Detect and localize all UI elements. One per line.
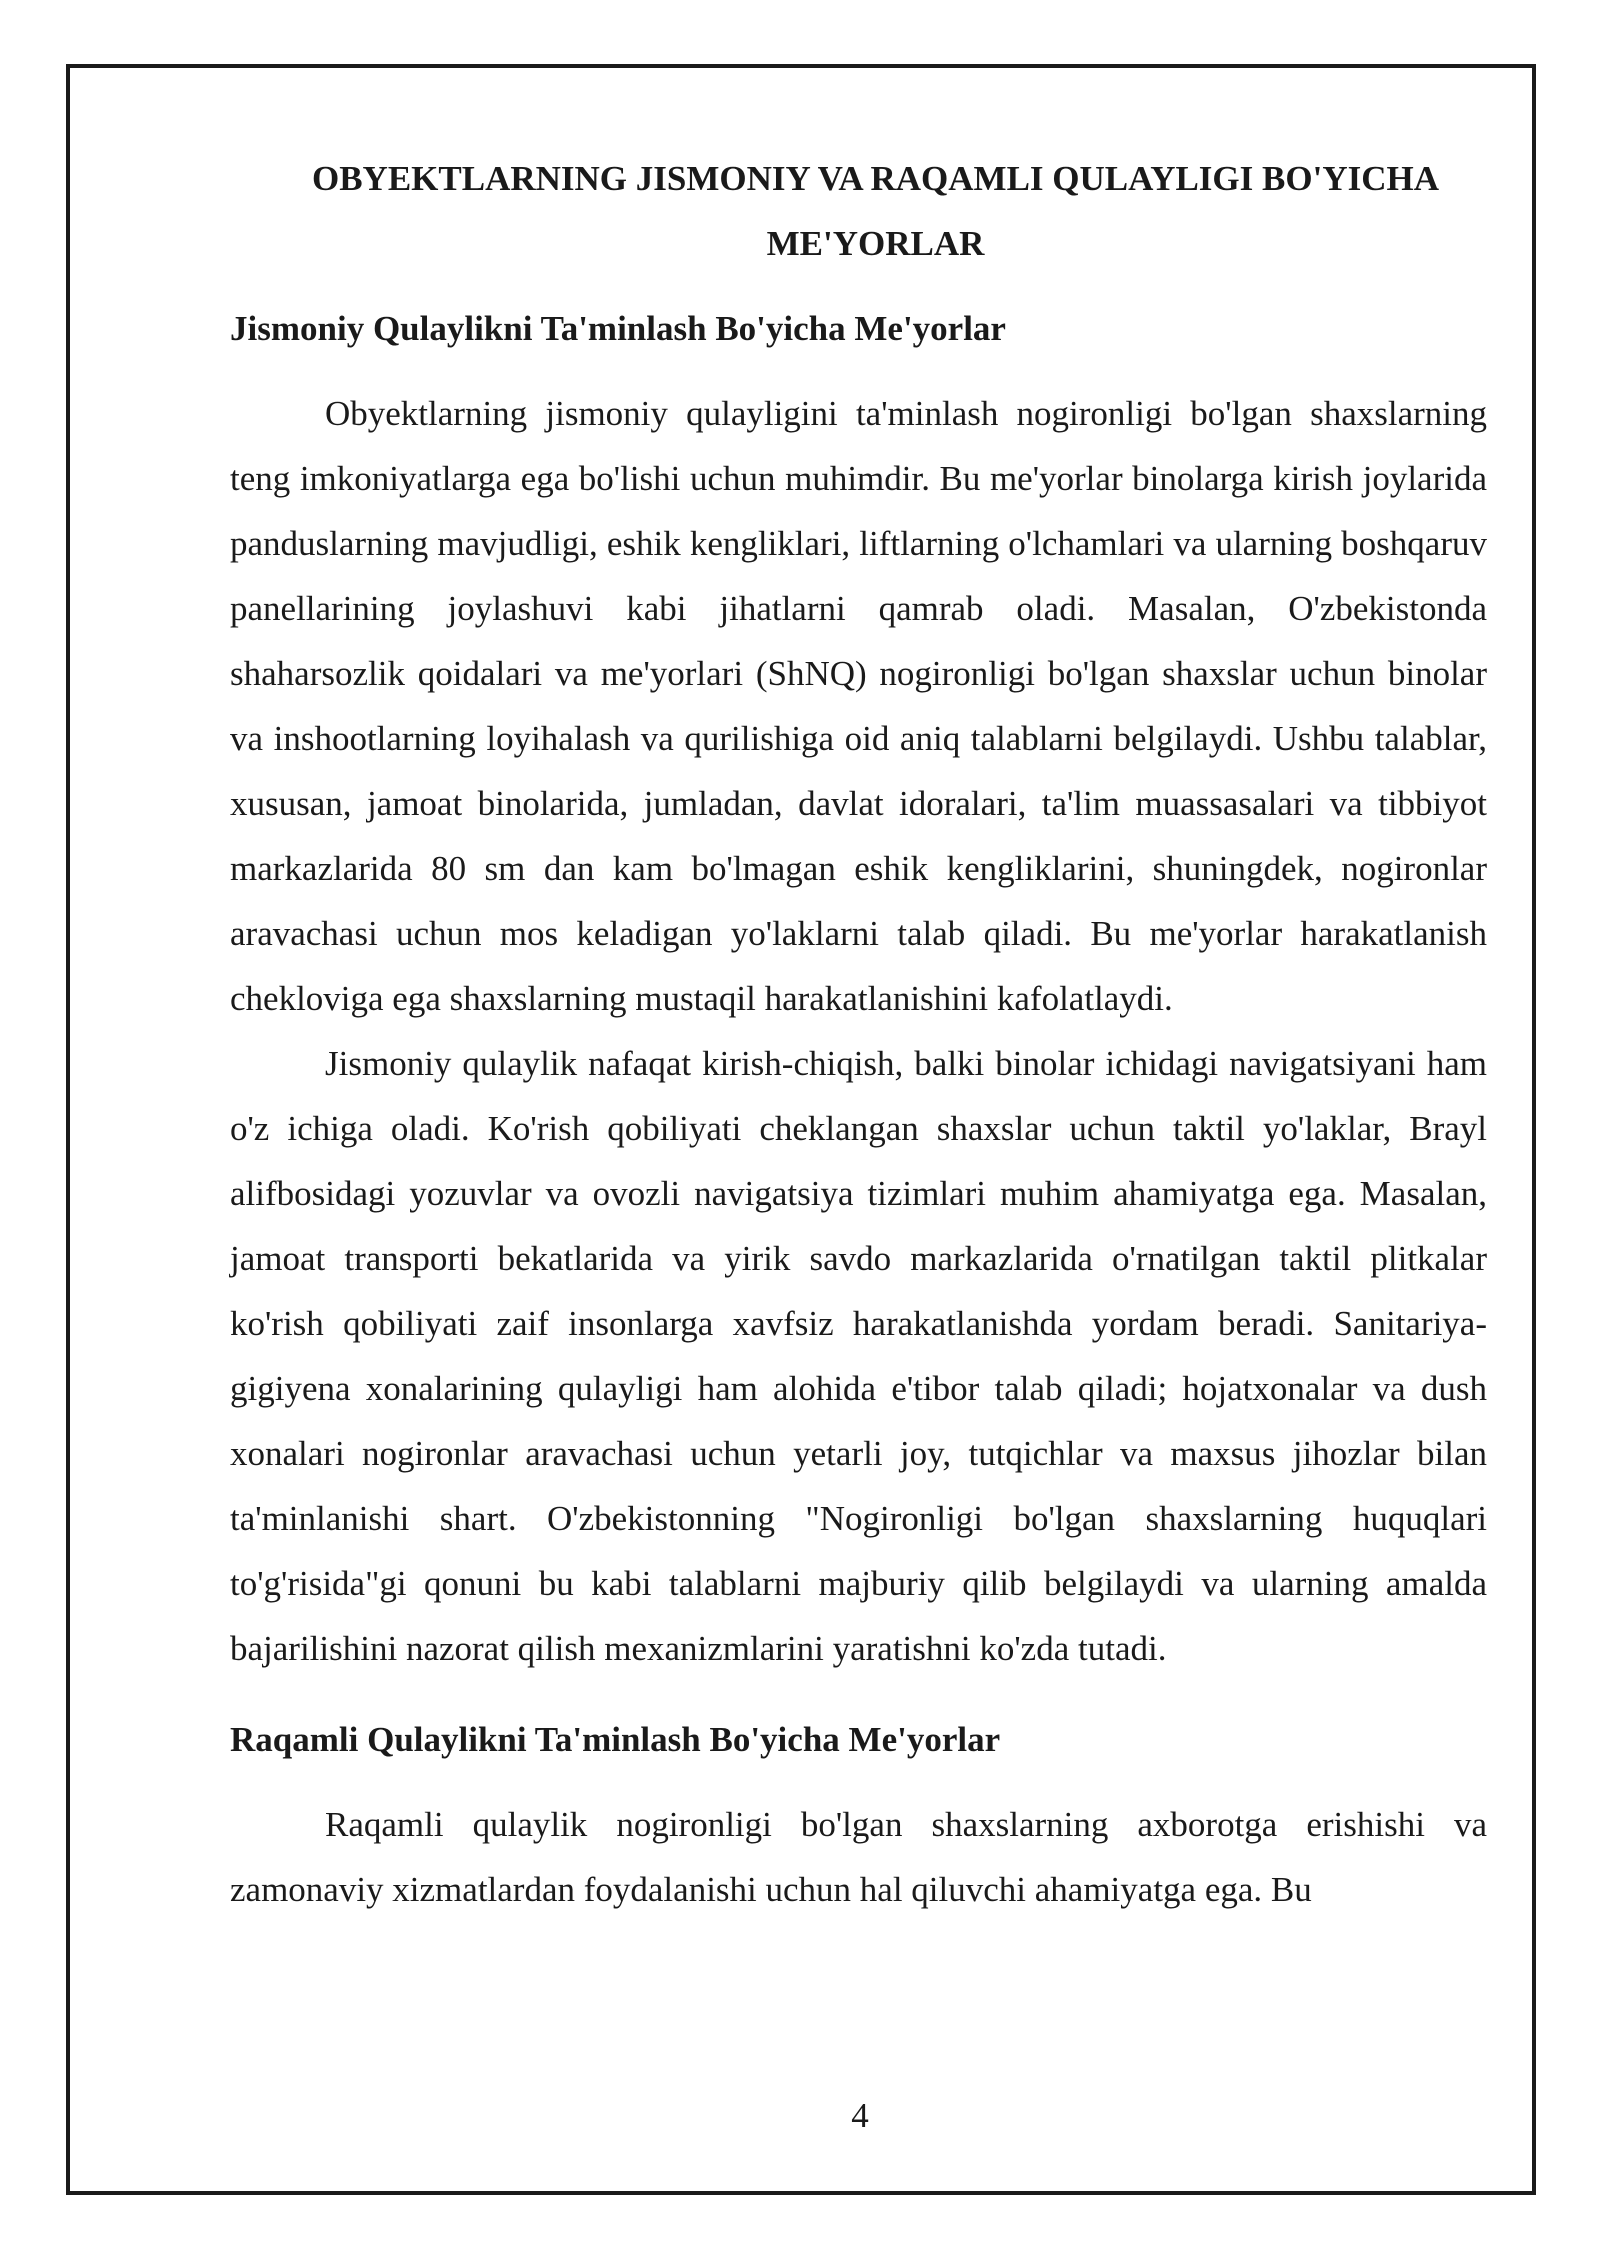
- section-heading-physical: Jismoniy Qulaylikni Ta'minlash Bo'yicha Me'yorlar: [230, 309, 1006, 348]
- document-title: OBYEKTLARNING JISMONIY VA RAQAMLI QULAYLIGI BO'YICHA ME'YORLAR: [311, 159, 1439, 263]
- paragraph: Raqamli qulaylik nogironligi bo'lgan shaxslarning axborotga erishishi va zamonaviy xizmatlardan foydalanishi uchun hal qiluvchi ahamiyatga ega. Bu: [230, 1805, 1487, 1909]
- page-content: [230, 146, 1487, 1922]
- paragraph: Obyektlarning jismoniy qulayligini ta'minlash nogironligi bo'lgan shaxslarning teng imkoniyatlarga ega bo'lishi uchun muhimdir. Bu me'yorlar binolarga kirish joylarida panduslarning mavjudligi, eshik kengliklari, liftlarning o'lchamlari va ularning boshqaruv panellarining joylashuvi kabi jihatlarni qamrab oladi. Masalan, O'zbekistonda shaharsozlik qoidalari va me'yorlari (ShNQ) nogironligi bo'lgan shaxslar uchun binolar va inshootlarning loyihalash va qurilishiga oid aniq talablarni belgilaydi. Ushbu talablar, xususan, jamoat binolarida, jumladan, davlat idoralari, ta'lim muassasalari va tibbiyot markazlarida 80 sm dan kam bo'lmagan eshik kengliklarini, shuningdek, nogironlar aravachasi uchun mos keladigan yo'laklarni talab qiladi. Bu me'yorlar harakatlanish chekloviga ega shaxslarning mustaqil harakatlanishini kafolatlaydi.: [230, 394, 1487, 1018]
- paragraph: Jismoniy qulaylik nafaqat kirish-chiqish, balki binolar ichidagi navigatsiyani ham o'z ichiga oladi. Ko'rish qobiliyati cheklangan shaxslar uchun taktil yo'laklar, Brayl alifbosidagi yozuvlar va ovozli navigatsiya tizimlari muhim ahamiyatga ega. Masalan, jamoat transporti bekatlarida va yirik savdo markazlarida o'rnatilgan taktil plitkalar ko'rish qobiliyati zaif insonlarga xavfsiz harakatlanishda yordam beradi. Sanitariya-gigiyena xonalarining qulayligi ham alohida e'tibor talab qiladi; hojatxonalar va dush xonalari nogironlar aravachasi uchun yetarli joy, tutqichlar va maxsus jihozlar bilan ta'minlanishi shart. O'zbekistonning "Nogironligi bo'lgan shaxslarning huquqlari to'g'risida"gi qonuni bu kabi talablarni majburiy qilib belgilaydi va ularning amalda bajarilishini nazorat qilish mexanizmlarini yaratishni ko'zda tutadi.: [230, 1044, 1487, 1668]
- section-heading-digital: Raqamli Qulaylikni Ta'minlash Bo'yicha Me'yorlar: [230, 1720, 1001, 1759]
- page-number: 4: [851, 2096, 869, 2135]
